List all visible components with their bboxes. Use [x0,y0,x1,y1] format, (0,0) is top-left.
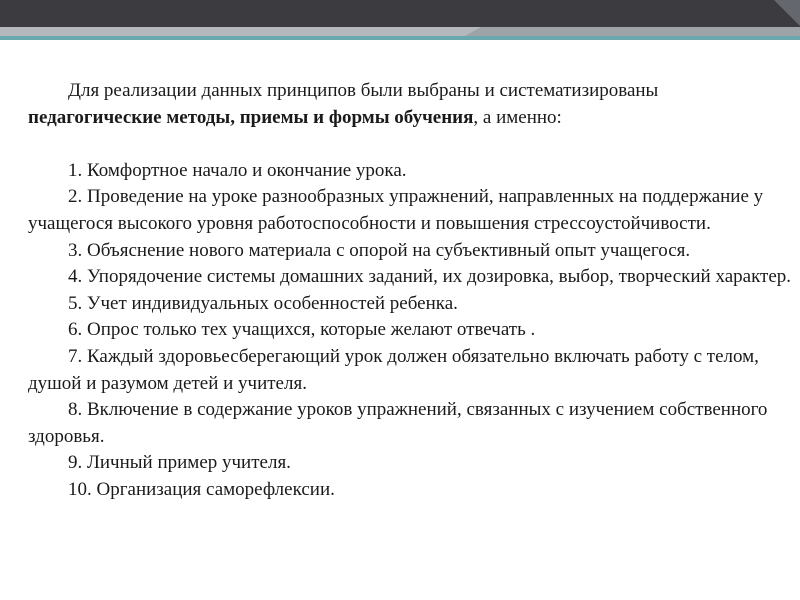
list-item-6: 6. Опрос только тех учащихся, которые желают отвечать . [68,319,536,341]
list-item-2: 2. Проведение на уроке разнообразных упражнений, направленных на поддержание у учащегося высокого уровня работоспособности и повышения стрессоустойчивости. [28,186,764,234]
header-band-dark [0,0,800,27]
header-corner-accent [774,0,800,26]
header-band-notch [465,27,800,36]
list-item-7: 7. Каждый здоровьесберегающий урок должен обязательно включать работу с телом, душой и разумом детей и учителя. [28,345,759,394]
header-band-teal [0,36,800,40]
list-item-1: 1. Комфортное начало и окончание урока. [68,159,407,181]
intro-bold-text: педагогические методы, приемы и формы обучения [28,106,474,128]
list-item-3: 3. Объяснение нового материала с опорой на субъективный опыт учащегося. [68,239,691,261]
list-item-10: 10. Организация саморефлексии. [68,478,335,500]
intro-paragraph [28,78,796,131]
intro-text: Для реализации данных принципов были выбраны и систематизированы [68,80,659,101]
intro-tail-text: , а именно: [473,106,562,128]
list-item-8: 8. Включение в содержание уроков упражнений, связанных с изучением собственного здоровья. [28,399,768,447]
slide-body [28,78,796,504]
paragraph-gap [28,131,796,158]
list-item-5: 5. Учет индивидуальных особенностей ребенка. [68,292,458,314]
list-item-9: 9. Личный пример учителя. [68,452,291,474]
list-item-4: 4. Упорядочение системы домашних заданий, их дозировка, выбор, творческий характер. [68,266,792,288]
